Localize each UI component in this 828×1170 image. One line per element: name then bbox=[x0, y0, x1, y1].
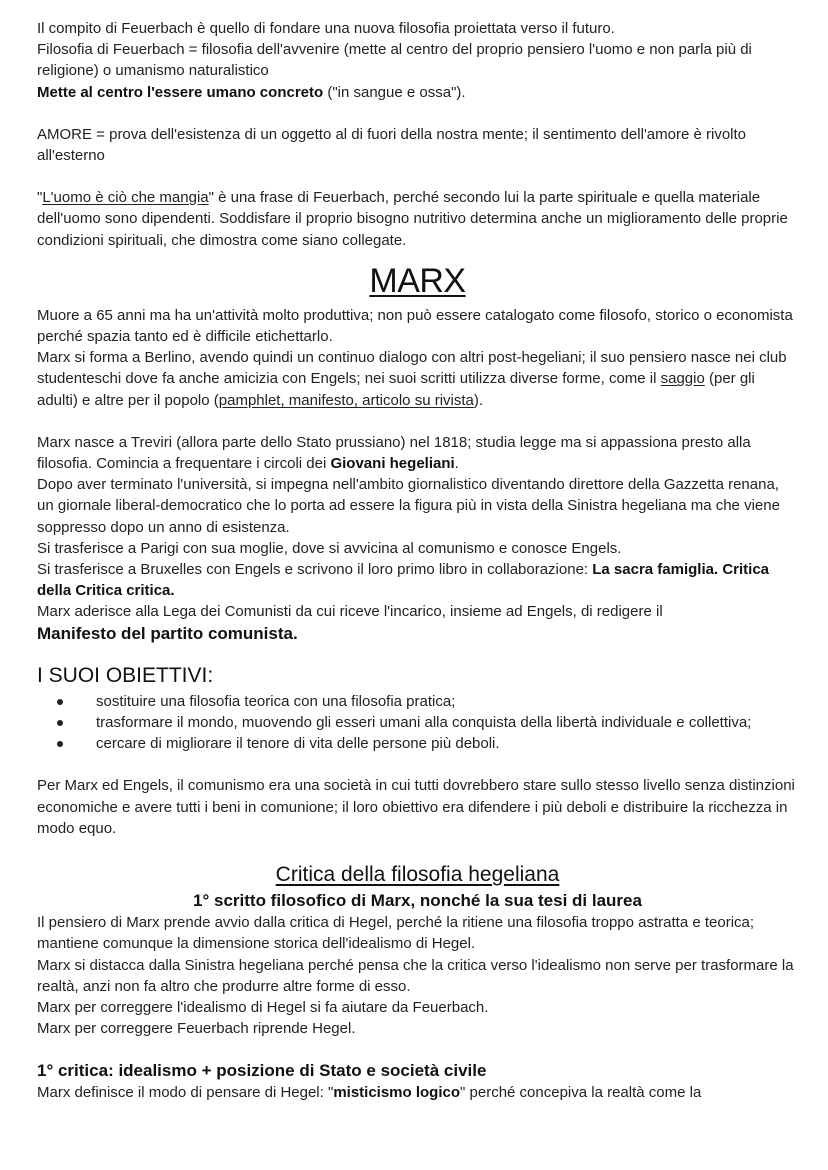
list-item bbox=[57, 712, 798, 733]
manifesto-title: Manifesto del partito comunista. bbox=[37, 623, 298, 643]
intro-bold-phrase: Mette al centro l'essere umano concreto bbox=[37, 83, 324, 101]
intro-paragraph-2: Filosofia di Feuerbach = filosofia dell'avvenire (mette al centro del proprio pensiero l'uomo e non parla più di religione) o umanismo naturalistico bbox=[37, 41, 752, 80]
marx-paragraph-2 bbox=[37, 347, 798, 411]
mangia-paragraph bbox=[37, 187, 798, 251]
critica-subheading: 1° scritto filosofico di Marx, nonché la sua tesi di laurea bbox=[193, 891, 642, 911]
mangia-rest: " è una frase di Feuerbach, perché secondo lui la parte spirituale e quella materiale dell'uomo sono dipendenti. Soddisfare il proprio bisogno nutritivo determina anche un miglioramento delle proprie condizioni spirituali, che dimostra come siano collegate. bbox=[37, 189, 788, 249]
intro-paragraph-1: Il compito di Feuerbach è quello di fondare una nuova filosofia proiettata verso il futuro. bbox=[37, 20, 615, 37]
spacer bbox=[37, 166, 798, 187]
marx-title: MARX bbox=[369, 261, 466, 300]
section-heading-1-critica: 1° critica: idealismo + posizione di Stato e società civile bbox=[37, 1061, 487, 1081]
spacer bbox=[37, 754, 798, 775]
list-item-text: sostituire una filosofia teorica con una filosofia pratica; bbox=[96, 692, 456, 710]
list-item-text: cercare di migliorare il tenore di vita delle persone più deboli. bbox=[96, 735, 500, 753]
bio4-a: Si trasferisce a Bruxelles con Engels e scrivono il loro primo libro in collaborazione: bbox=[37, 561, 593, 579]
section1-b: " perché concepiva la realtà come la bbox=[460, 1084, 702, 1102]
bio-paragraph-6 bbox=[37, 623, 798, 645]
sacra-famiglia: La sacra famiglia. Critica della Critica critica. bbox=[37, 561, 769, 600]
marx-paragraph-1: Muore a 65 anni ma ha un'attività molto produttiva; non può essere catalogato come filosofo, storico o economista perché spazia tanto ed è difficile etichettarlo. bbox=[37, 306, 793, 346]
obiettivi-list bbox=[37, 691, 798, 755]
marx-p2-c: ). bbox=[473, 391, 484, 409]
mangia-quote: L'uomo è ciò che mangia bbox=[42, 189, 209, 207]
spacer bbox=[37, 103, 798, 124]
section1-a: Marx definisce il modo di pensare di Hegel: " bbox=[37, 1084, 334, 1102]
saggio-underlined: saggio bbox=[660, 370, 705, 388]
section1-paragraph bbox=[37, 1082, 798, 1103]
amore-paragraph: AMORE = prova dell'esistenza di un oggetto al di fuori della nostra mente; il sentimento dell'amore è rivolto all'esterno bbox=[37, 125, 747, 165]
bullet-icon bbox=[57, 741, 63, 747]
list-item-text: trasformare il mondo, muovendo gli esseri umani alla conquista della libertà individuale e collettiva; bbox=[96, 714, 752, 732]
comunismo-paragraph: Per Marx ed Engels, il comunismo era una società in cui tutti dovrebbero stare sullo stesso livello senza distinzioni economiche e avere tutti i beni in comunione; il loro obiettivo era difendere i più deboli e distribuire la ricchezza in modo equo. bbox=[37, 777, 795, 837]
obiettivi-heading: I SUOI OBIETTIVI: bbox=[37, 663, 214, 687]
bio1-c: . bbox=[454, 455, 459, 473]
intro-paragraph-3 bbox=[37, 82, 798, 103]
bio1-a: Marx nasce a Treviri (allora parte dello Stato prussiano) nel 1818; studia legge ma si appassiona presto alla filosofia. Comincia a frequentare i circoli dei bbox=[37, 433, 751, 473]
critica-paragraph-3: Marx per correggere l'idealismo di Hegel si fa aiutare da Feuerbach. bbox=[37, 998, 489, 1016]
pamphlet-underlined: pamphlet, manifesto, articolo su rivista bbox=[218, 391, 474, 409]
misticismo-logico: misticismo logico bbox=[333, 1084, 461, 1102]
list-item bbox=[57, 691, 798, 712]
bullet-icon bbox=[57, 720, 63, 726]
giovani-hegeliani: Giovani hegeliani bbox=[330, 455, 455, 473]
spacer bbox=[37, 411, 798, 432]
bio-paragraph-2: Dopo aver terminato l'università, si impegna nell'ambito giornalistico diventando direttore della Gazzetta renana, un giornale liberal-democratico che lo porta ad essere la figura più in vista della Sinistra hegeliana ma che viene soppresso dopo un anno di esistenza. bbox=[37, 476, 780, 536]
critica-heading: Critica della filosofia hegeliana bbox=[275, 863, 560, 887]
bio-paragraph-4 bbox=[37, 559, 798, 601]
marx-p2-a: Marx si forma a Berlino, avendo quindi un continuo dialogo con altri post-hegeliani; il suo pensiero nasce nei club studenteschi dove fa anche amicizia con Engels; nei suoi scritti utilizza diverse forme, come il bbox=[37, 349, 787, 388]
bio-paragraph-3: Si trasferisce a Parigi con sua moglie, dove si avvicina al comunismo e conosce Engels. bbox=[37, 539, 622, 557]
critica-paragraph-2: Marx si distacca dalla Sinistra hegeliana perché pensa che la critica verso l'idealismo non serve per trasformare la realtà, anzi non fa altro che produrre altre forme di esso. bbox=[37, 956, 794, 995]
critica-paragraph-1: Il pensiero di Marx prende avvio dalla critica di Hegel, perché la ritiene una filosofia troppo astratta e teorica; mantiene comunque la dimensione storica dell'idealismo di Hegel. bbox=[37, 914, 755, 953]
bio-paragraph-1 bbox=[37, 432, 798, 474]
intro-paragraph-3-rest: ("in sangue e ossa"). bbox=[323, 83, 466, 101]
bullet-icon bbox=[57, 699, 63, 705]
quote-open: " bbox=[37, 189, 43, 207]
list-item bbox=[57, 733, 798, 754]
bio-paragraph-5: Marx aderisce alla Lega dei Comunisti da cui riceve l'incarico, insieme ad Engels, di redigere il bbox=[37, 603, 663, 621]
marx-p2-b: (per gli adulti) e altre per il popolo ( bbox=[37, 370, 755, 409]
critica-paragraph-4: Marx per correggere Feuerbach riprende Hegel. bbox=[37, 1020, 356, 1038]
